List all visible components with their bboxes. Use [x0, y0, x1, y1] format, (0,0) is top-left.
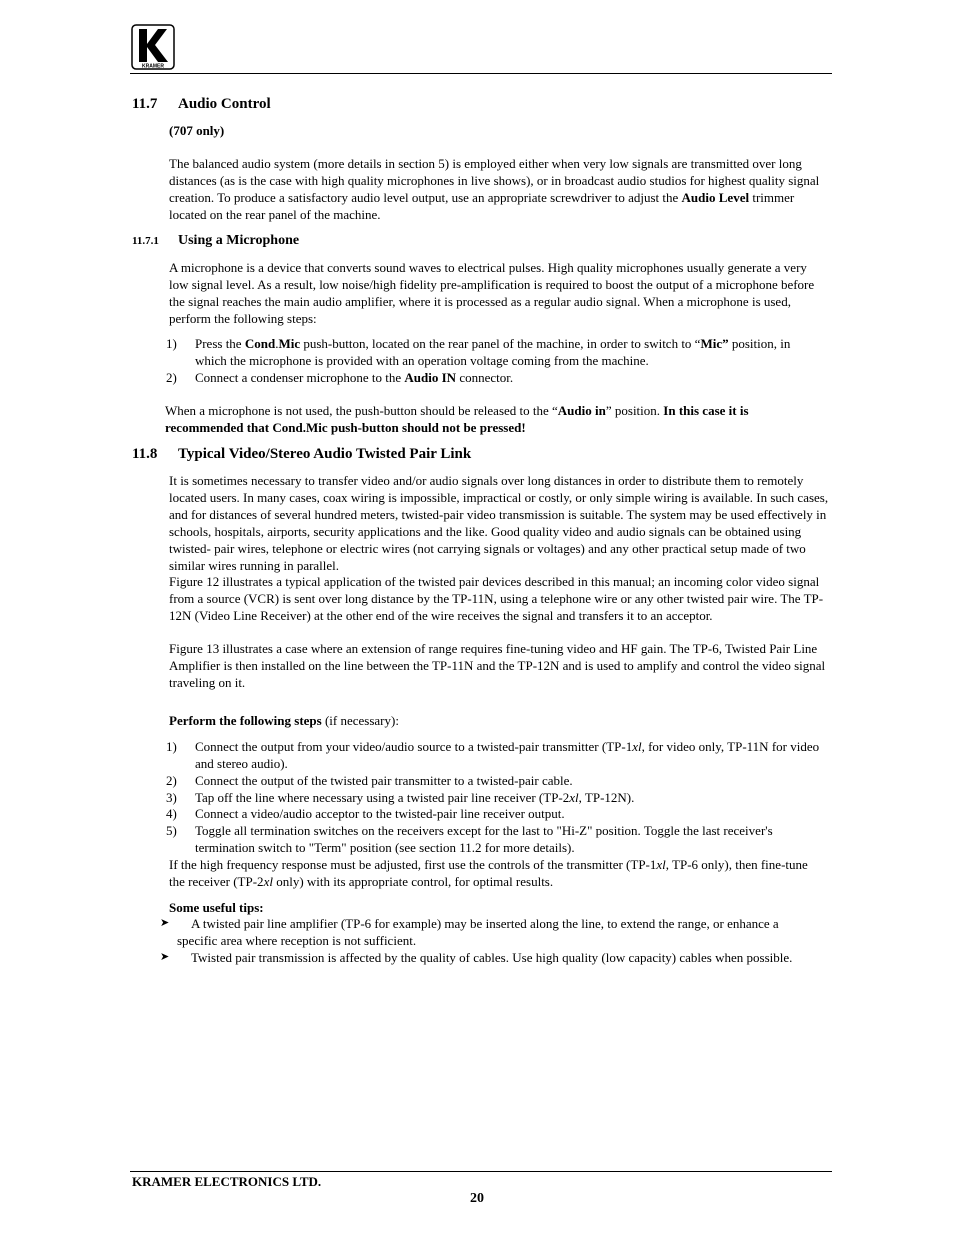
section-heading-11-7: [132, 95, 271, 113]
hf-adjust-note: If the high frequency response must be adjusted, first use the controls of the transmitter (TP-1xl, TP-6 only), then fine-tune the receiver (TP-2xl only) with its appropriate control, for optimal results.: [169, 857, 808, 889]
model-note: (707 only): [169, 123, 225, 138]
tips-title: Some useful tips:: [169, 900, 264, 915]
list-text: Press the Cond.Mic push-button, located on the rear panel of the machine, in order to switch to “Mic” position, in which the microphone is provided with an operation voltage coming from the machine.: [195, 336, 791, 368]
list-number: 5): [166, 823, 177, 838]
list-text: Connect the output from your video/audio source to a twisted-pair transmitter (TP-1xl, for video only, TP-11N for video and stereo audio).: [195, 739, 820, 771]
section-number: 11.7: [132, 96, 158, 112]
list-number: 1): [166, 336, 177, 351]
list-number: 2): [166, 370, 177, 385]
section-heading-11-7-1: [132, 232, 299, 250]
twisted-pair-paragraph-3: Figure 13 illustrates a case where an extension of range requires fine-tuning video and HF gain. The TP-6, Twisted Pair Line Amplifier is then installed on the line between the TP-11N and the TP-12N and is used to amplify and control the video signal traveling on it.: [169, 641, 826, 690]
list-text: Connect a condenser microphone to the Audio IN connector.: [195, 370, 514, 385]
footer-company: KRAMER ELECTRONICS LTD.: [132, 1174, 322, 1189]
arrow-bullet-icon: ➤: [160, 917, 170, 929]
tip-text: A twisted pair line amplifier (TP-6 for example) may be inserted along the line, to extend the range, or enhance a specific area where reception is not sufficient.: [177, 916, 779, 948]
steps-intro-rest: (if necessary):: [321, 713, 399, 728]
list-text: Tap off the line where necessary using a twisted pair line receiver (TP-2xl, TP-12N).: [195, 790, 635, 805]
microphone-note: When a microphone is not used, the push-button should be released to the “Audio in” position. In this case it is recommended that Cond.Mic push-button should not be pressed!: [165, 403, 749, 435]
footer-rule: [130, 1171, 832, 1172]
kramer-logo: [131, 24, 175, 70]
tip-text: Twisted pair transmission is affected by the quality of cables. Use high quality (low capacity) cables when possible.: [191, 950, 793, 965]
section-title: Typical Video/Stereo Audio Twisted Pair Link: [178, 446, 472, 462]
audio-control-paragraph: The balanced audio system (more details in section 5) is employed either when very low signals are transmitted over long distances (as is the case with high quality microphones in live shows), or in broadcast audio studios for highest quality signal creation. To produce a satisfactory audio level output, use an appropriate screwdriver to adjust the Audio Level trimmer located on the rear panel of the machine.: [169, 156, 820, 222]
steps-intro-bold: Perform the following steps: [169, 713, 322, 728]
arrow-bullet-icon: ➤: [160, 951, 170, 963]
page-number: 20: [470, 1191, 484, 1206]
list-number: 2): [166, 773, 177, 788]
section-heading-11-8: [132, 445, 471, 463]
header-rule: [130, 73, 832, 74]
twisted-pair-paragraph-2: Figure 12 illustrates a typical application of the twisted pair devices described in this manual; an incoming color video signal from a source (VCR) is sent over long distance by the TP-11N, using a telephone wire or any other twisted pair wire. The TP-12N (Video Line Receiver) at the other end of the wire receives the signal and transfers it to an acceptor.: [169, 574, 824, 623]
section-title: Audio Control: [178, 96, 271, 112]
section-number: 11.8: [132, 446, 158, 462]
list-text: Connect a video/audio acceptor to the twisted-pair line receiver output.: [195, 806, 565, 821]
section-number: 11.7.1: [132, 235, 159, 247]
logo-text: KRAMER: [142, 63, 164, 70]
steps-intro: [169, 712, 399, 729]
list-text: Connect the output of the twisted pair transmitter to a twisted-pair cable.: [195, 773, 573, 788]
twisted-pair-paragraph-1: It is sometimes necessary to transfer video and/or audio signals over long distances in order to distribute them to remotely located users. In many cases, coax wiring is impossible, impractical or costly, or only simple wiring is available. In such cases, and for distances of several hundred meters, twisted-pair video transmission is suitable. The system may be used effectively in schools, hospitals, airports, security applications and the like. Good quality video and audio signals can be obtained using twisted- pair wires, telephone or electric wires (not carrying signals or voltages) and any other practical setup made of two similar wires running in parallel.: [169, 473, 829, 573]
microphone-paragraph: A microphone is a device that converts sound waves to electrical pulses. High quality microphones usually generate a very low signal level. As a result, low noise/high fidelity pre-amplification is required to boost the output of a microphone before the signal reaches the main audio amplifier, where it is processed as a regular audio signal. When a microphone is used, perform the following steps:: [169, 260, 815, 326]
section-title: Using a Microphone: [178, 233, 300, 248]
list-number: 3): [166, 790, 177, 805]
list-text: Toggle all termination switches on the receivers except for the last to "Hi-Z" position. Toggle the last receiver's termination switch to "Term" position (see section 11.2 for more details).: [195, 823, 773, 855]
list-number: 4): [166, 806, 177, 821]
list-number: 1): [166, 739, 177, 754]
